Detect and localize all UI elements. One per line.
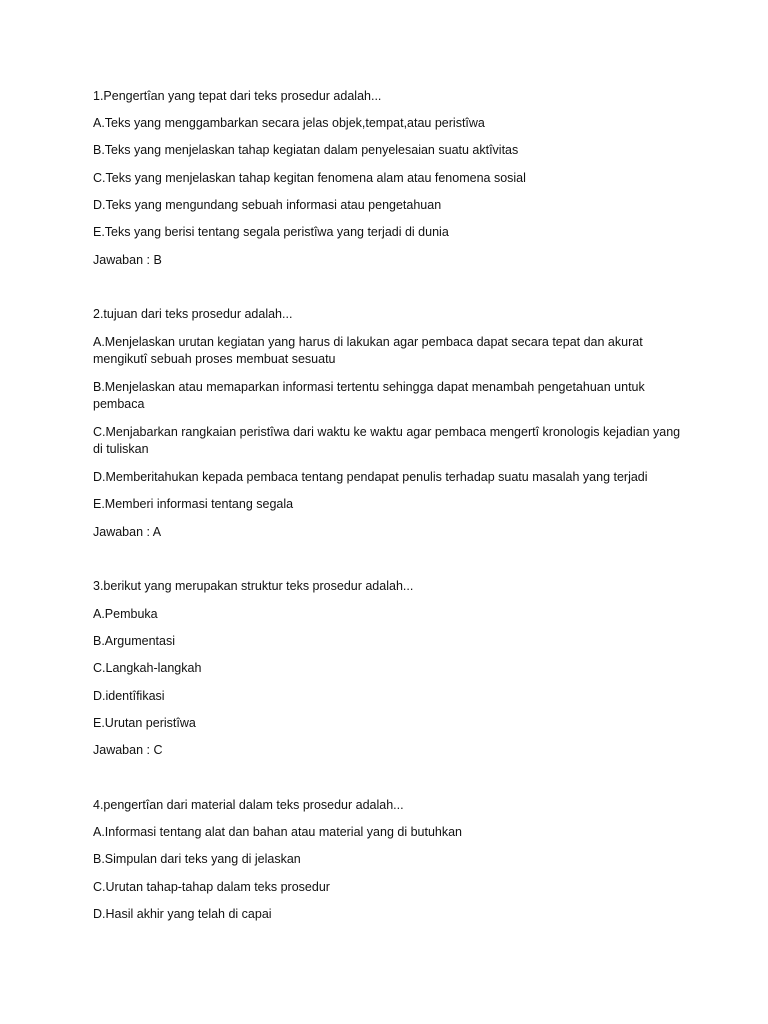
question-3-text: 3.berikut yang merupakan struktur teks prosedur adalah... — [93, 579, 414, 593]
question-1-answer: Jawaban : B — [93, 253, 162, 267]
question-3-answer: Jawaban : C — [93, 743, 163, 757]
question-1-option-c: C.Teks yang menjelaskan tahap kegitan fenomena alam atau fenomena sosial — [93, 171, 526, 185]
question-4-option-d: D.Hasil akhir yang telah di capai — [93, 907, 272, 921]
question-2-option-c: C.Menjabarkan rangkaian peristîwa dari waktu ke waktu agar pembaca mengertî kronologis kejadian yang di tuliskan — [93, 425, 681, 456]
question-3-option-e: E.Urutan peristîwa — [93, 716, 196, 730]
question-3-option-b: B.Argumentasi — [93, 634, 175, 648]
question-4-option-c: C.Urutan tahap-tahap dalam teks prosedur — [93, 880, 330, 894]
question-4-text: 4.pengertîan dari material dalam teks prosedur adalah... — [93, 798, 404, 812]
question-3-option-d: D.identîfikasi — [93, 689, 165, 703]
question-2-option-e: E.Memberi informasi tentang segala — [93, 497, 294, 511]
question-2-option-a: A.Menjelaskan urutan kegiatan yang harus di lakukan agar pembaca dapat secara tepat dan akurat mengikutî sebuah proses membuat sesuatu — [93, 335, 643, 366]
question-1-text: 1.Pengertîan yang tepat dari teks prosedur adalah... — [93, 89, 382, 103]
question-3-option-c: C.Langkah-langkah — [93, 661, 202, 675]
question-4-option-a: A.Informasi tentang alat dan bahan atau material yang di butuhkan — [93, 825, 463, 839]
question-3-option-a: A.Pembuka — [93, 607, 158, 621]
question-2-text: 2.tujuan dari teks prosedur adalah... — [93, 307, 293, 321]
question-1-option-b: B.Teks yang menjelaskan tahap kegiatan dalam penyelesaian suatu aktîvitas — [93, 143, 519, 157]
question-2-option-b: B.Menjelaskan atau memaparkan informasi tertentu sehingga dapat menambah pengetahuan untuk pembaca — [93, 380, 645, 411]
question-1-option-a: A.Teks yang menggambarkan secara jelas objek,tempat,atau peristîwa — [93, 116, 485, 130]
question-4-option-b: B.Simpulan dari teks yang di jelaskan — [93, 852, 301, 866]
question-1-option-e: E.Teks yang berisi tentang segala peristîwa yang terjadi di dunia — [93, 225, 449, 239]
question-1-option-d: D.Teks yang mengundang sebuah informasi atau pengetahuan — [93, 198, 442, 212]
question-2-answer: Jawaban : A — [93, 525, 162, 539]
question-2-option-d: D.Memberitahukan kepada pembaca tentang pendapat penulis terhadap suatu masalah yang terjadi — [93, 470, 648, 484]
